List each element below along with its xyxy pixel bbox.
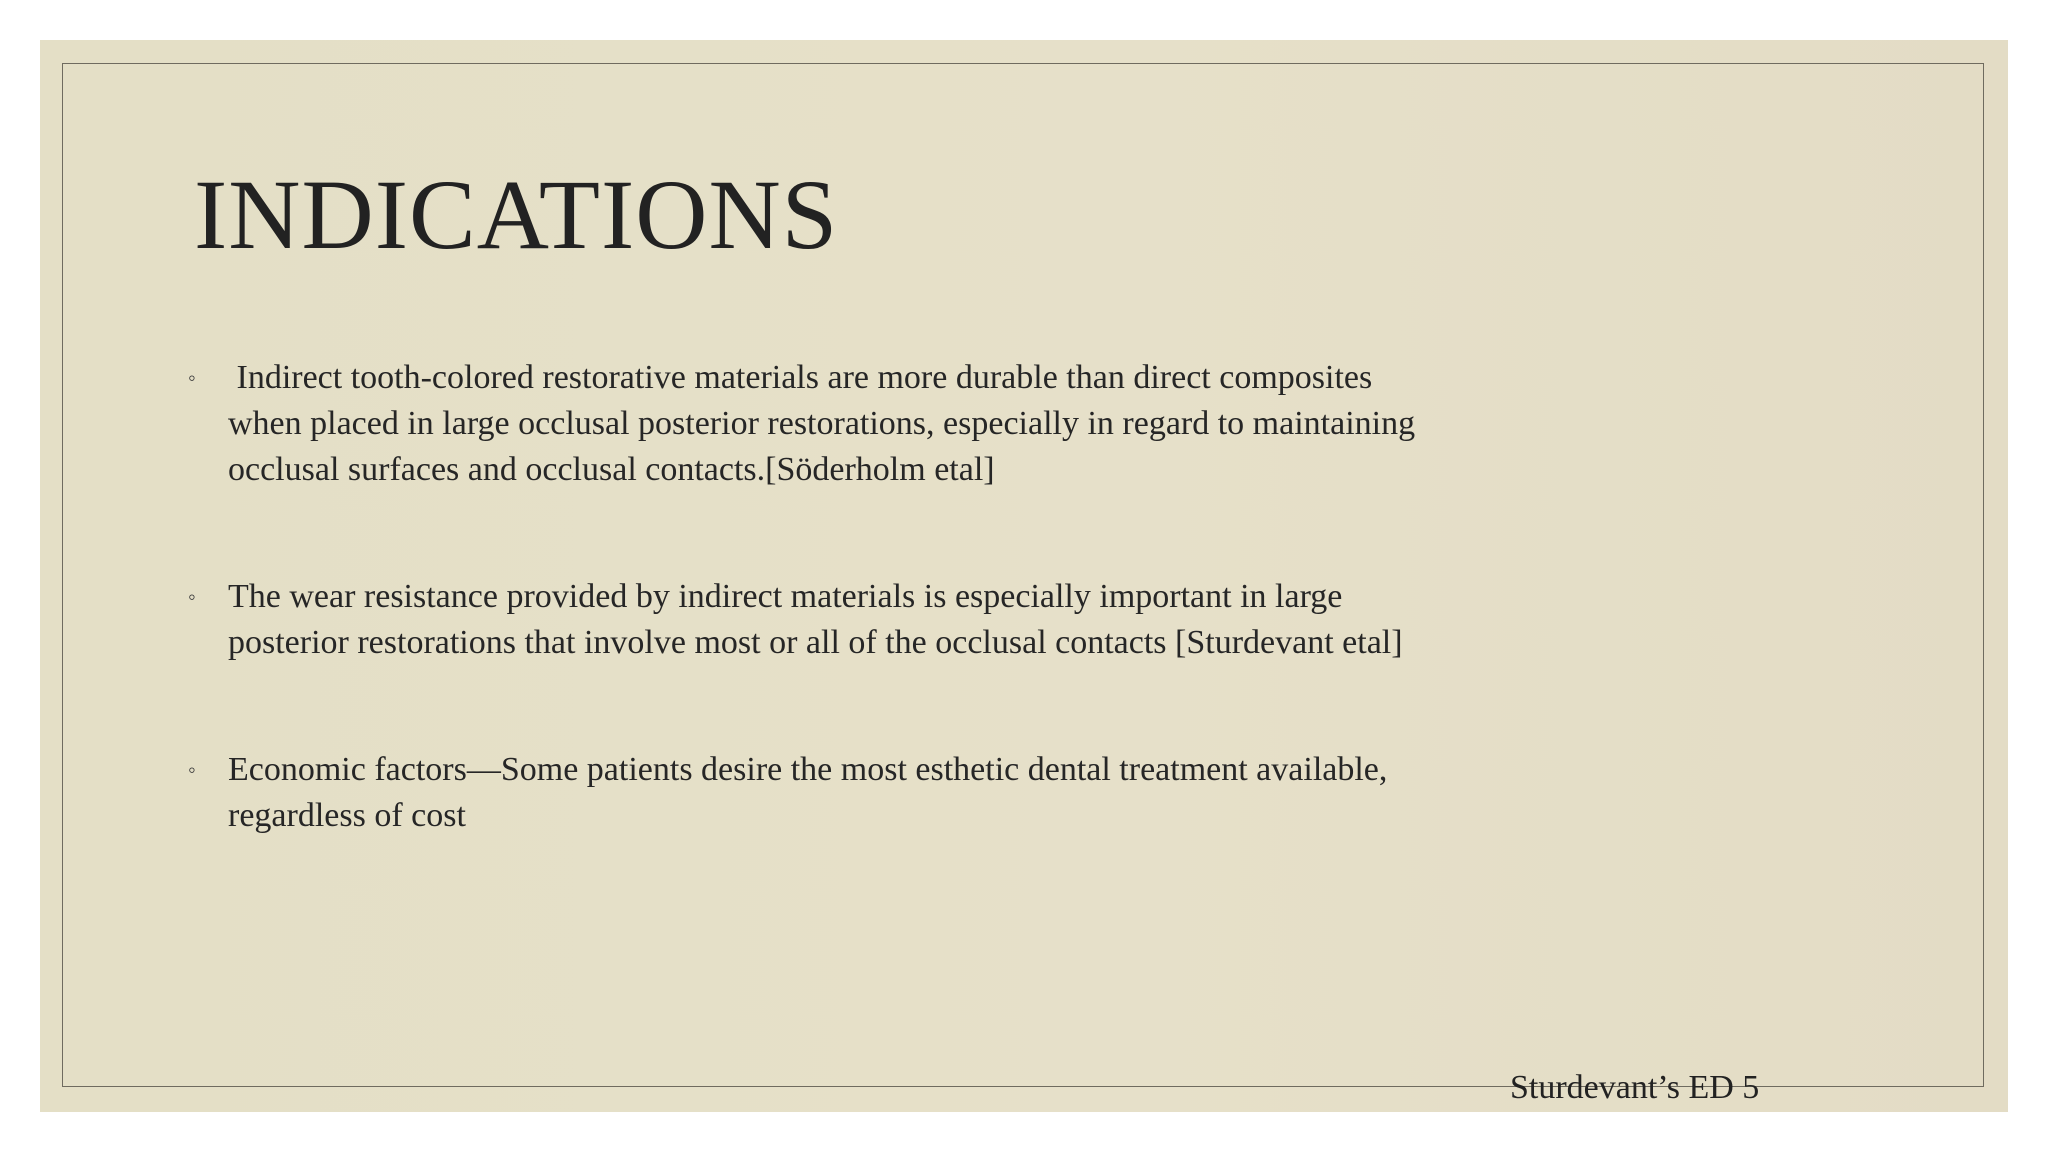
slide-title: INDICATIONS [194, 159, 839, 270]
slide [40, 40, 2008, 1112]
bullet-list [188, 355, 1424, 920]
source-citation: Sturdevant’s ED 5 [1510, 1069, 1760, 1106]
bullet-item [188, 747, 1418, 839]
bullet-item [188, 355, 1424, 493]
bullet-item [188, 574, 1418, 666]
bullet-circle-icon: ◦ [188, 365, 196, 390]
bullet-text: The wear resistance provided by indirect materials is especially important in large posterior restorations that involve most or all of the occlusal contacts [Sturdevant etal] [228, 578, 1403, 661]
bullet-text: Indirect tooth-colored restorative materials are more durable than direct composites when placed in large occlusal posterior restorations, especially in regard to maintaining occlusal surfaces and occlusal contacts.[Söderholm etal] [228, 359, 1424, 488]
bullet-circle-icon: ◦ [188, 757, 196, 782]
bullet-text: Economic factors—Some patients desire the most esthetic dental treatment available, regardless of cost [228, 751, 1388, 834]
bullet-circle-icon: ◦ [188, 584, 196, 609]
